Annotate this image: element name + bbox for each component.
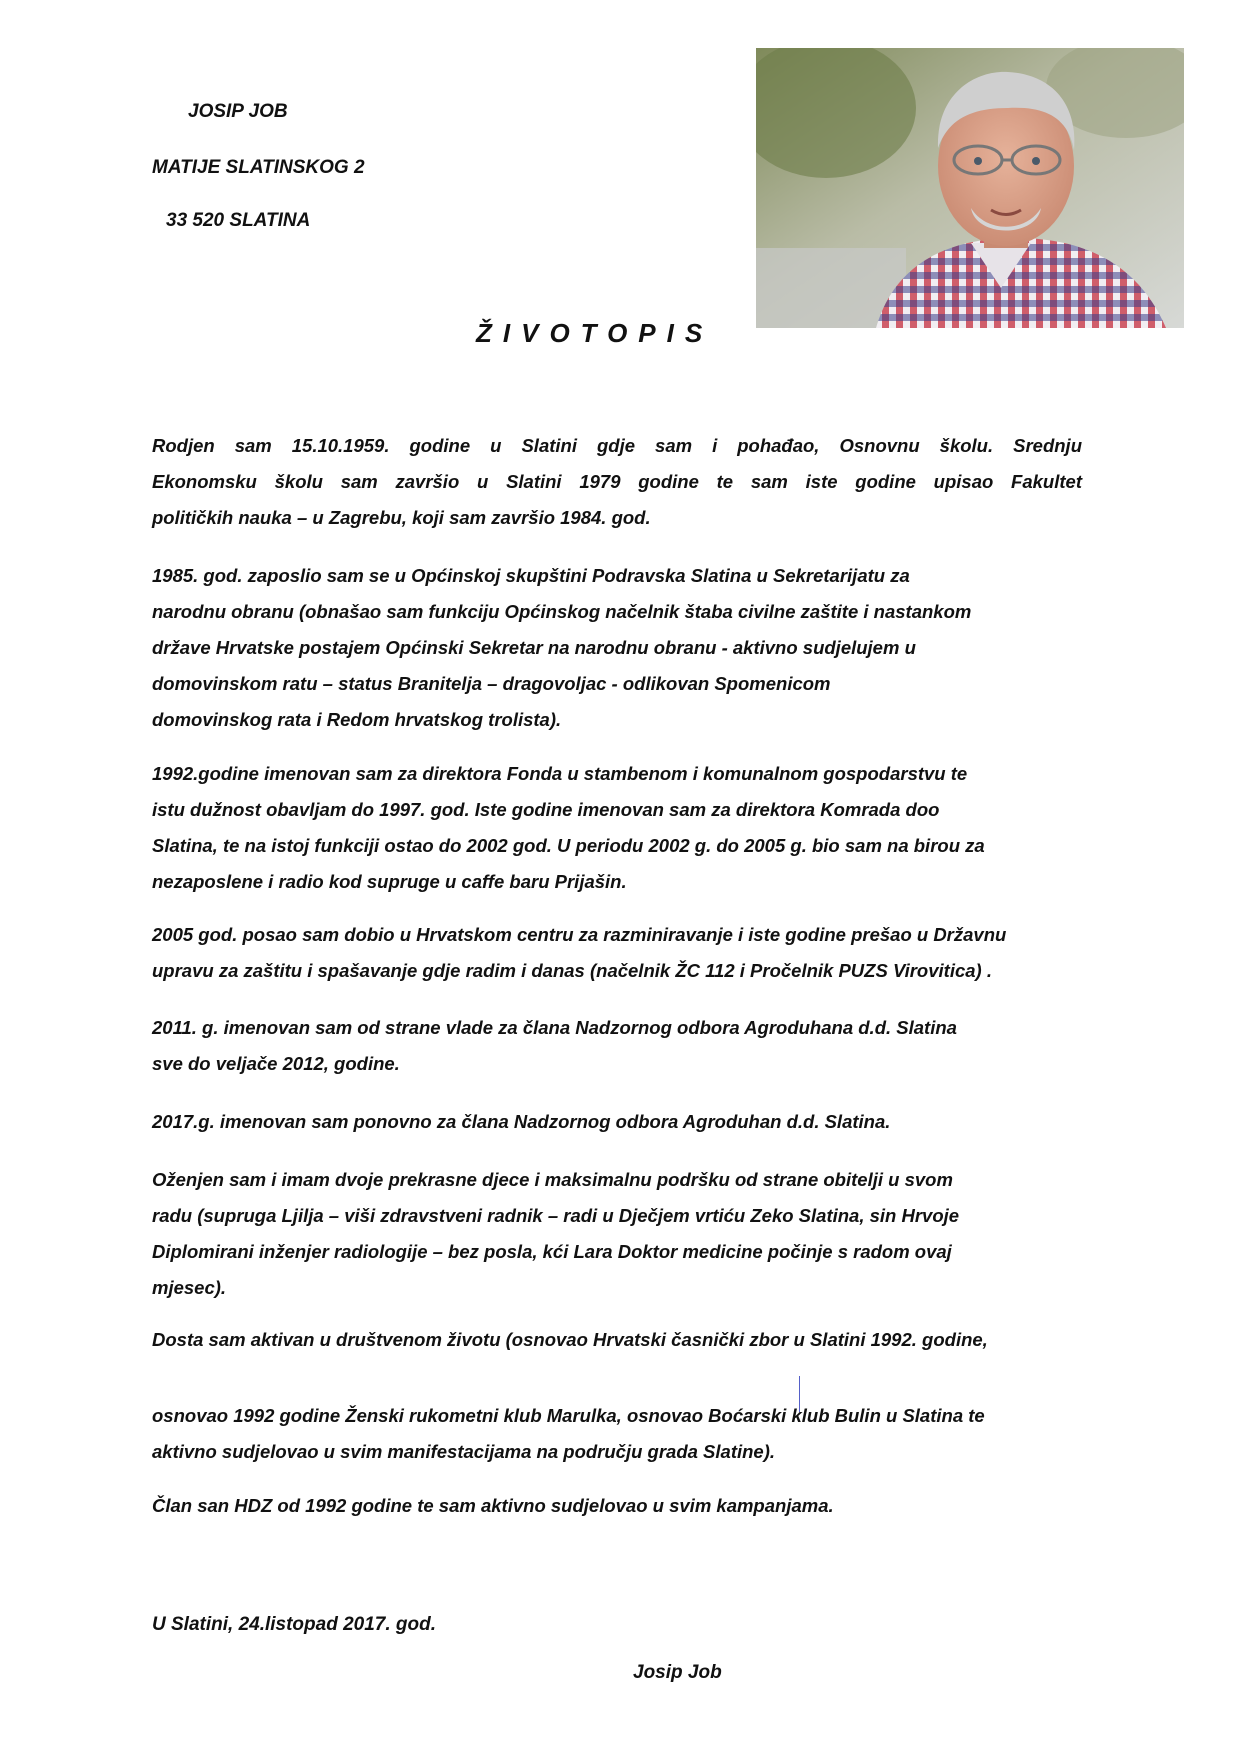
text-line: Dosta sam aktivan u društvenom životu (osnovao Hrvatski časnički zbor u Slatini 1992. godine,	[152, 1329, 988, 1350]
text-line: radu (supruga Ljilja – viši zdravstveni radnik – radi u Dječjem vrtiću Zeko Slatina, sin Hrvoje	[152, 1205, 960, 1226]
text-line: 1985. god. zaposlio sam se u Općinskoj skupštini Podravska Slatina u Sekretarijatu za	[152, 565, 910, 586]
author-city: 33 520 SLATINA	[166, 210, 311, 231]
paragraph-family	[152, 1162, 1082, 1306]
text-line: 1992.godine imenovan sam za direktora Fonda u stambenom i komunalnom gospodarstvu te	[152, 763, 968, 784]
text-line: sve do veljače 2012, godine.	[152, 1053, 400, 1074]
paragraph-birth-education	[152, 428, 1082, 536]
text-line: Ekonomsku školu sam završio u Slatini 1979 godine te sam iste godine upisao Fakultet	[152, 471, 1082, 492]
author-name: JOSIP JOB	[188, 101, 288, 122]
place-date: U Slatini, 24.listopad 2017. god.	[152, 1614, 437, 1635]
text-line: 2011. g. imenovan sam od strane vlade za člana Nadzornog odbora Agroduhana d.d. Slatina	[152, 1017, 957, 1038]
author-street: MATIJE SLATINSKOG 2	[152, 157, 365, 178]
text-line: Diplomirani inženjer radiologije – bez posla, kći Lara Doktor medicine počinje s radom ovaj	[152, 1241, 952, 1262]
paragraph-employment-1985	[152, 558, 1082, 738]
text-line: 2017.g. imenovan sam ponovno za člana Nadzornog odbora Agroduhan d.d. Slatina.	[152, 1111, 891, 1132]
text-line: političkih nauka – u Zagrebu, koji sam završio 1984. god.	[152, 507, 651, 528]
text-line: države Hrvatske postajem Općinski Sekretar na narodnu obranu - aktivno sudjelujem u	[152, 637, 916, 658]
text-line: Slatina, te na istoj funkciji ostao do 2002 god. U periodu 2002 g. do 2005 g. bio sam na birou za	[152, 835, 985, 856]
portrait-photo	[756, 48, 1184, 328]
paragraph-party	[152, 1488, 1082, 1524]
text-line: 2005 god. posao sam dobio u Hrvatskom centru za razminiravanje i iste godine prešao u Državnu	[152, 924, 1007, 945]
paragraph-board-2011	[152, 1010, 1082, 1082]
paragraph-clubs	[152, 1398, 1082, 1470]
text-line: nezaposlene i radio kod supruge u caffe baru Prijašin.	[152, 871, 627, 892]
text-line: Član san HDZ od 1992 godine te sam aktivno sudjelovao u svim kampanjama.	[152, 1495, 834, 1516]
text-line: aktivno sudjelovao u svim manifestacijama na području grada Slatine).	[152, 1441, 776, 1462]
paragraph-board-2017	[152, 1104, 1082, 1140]
text-line: Rodjen sam 15.10.1959. godine u Slatini gdje sam i pohađao, Osnovnu školu. Srednju	[152, 435, 1082, 456]
text-line: mjesec).	[152, 1277, 227, 1298]
paragraph-employment-2005	[152, 917, 1082, 989]
text-line: narodnu obranu (obnašao sam funkciju Općinskog načelnik štaba civilne zaštite i nastankom	[152, 601, 972, 622]
paragraph-social-life	[152, 1322, 1082, 1358]
paragraph-employment-1992	[152, 756, 1082, 900]
text-line: istu dužnost obavljam do 1997. god. Iste godine imenovan sam za direktora Komrada doo	[152, 799, 940, 820]
signature: Josip Job	[633, 1662, 722, 1683]
text-line: osnovao 1992 godine Ženski rukometni klub Marulka, osnovao Boćarski klub Bulin u Slatina te	[152, 1405, 985, 1426]
text-line: domovinskom ratu – status Branitelja – dragovoljac - odlikovan Spomenicom	[152, 673, 831, 694]
text-line: Oženjen sam i imam dvoje prekrasne djece i maksimalnu podršku od strane obitelji u svom	[152, 1169, 953, 1190]
text-line: domovinskog rata i Redom hrvatskog trolista).	[152, 709, 562, 730]
document-title: ŽIVOTOPIS	[476, 318, 714, 348]
text-line: upravu za zaštitu i spašavanje gdje radim i danas (načelnik ŽC 112 i Pročelnik PUZS Virovitica) .	[152, 960, 992, 981]
